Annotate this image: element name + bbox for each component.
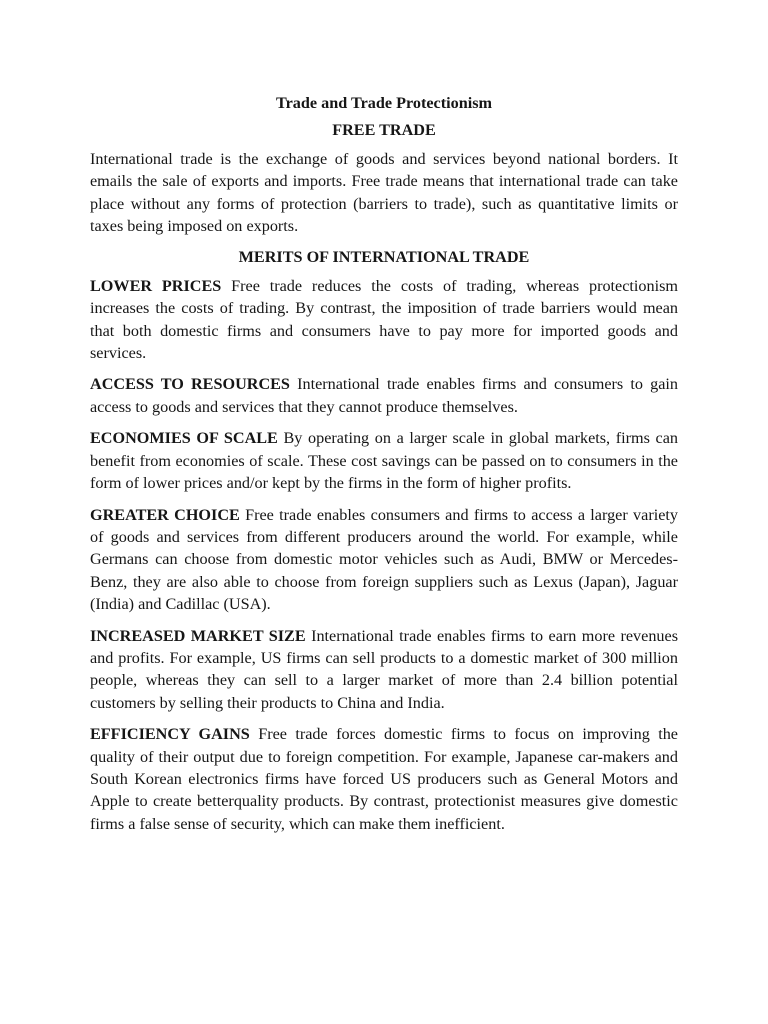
merit-text: Free trade enables consumers and firms to access a larger variety of goods and services from different producers around the world. For example, while Germans can choose from domestic motor vehicles such as Audi, BMW or Mercedes-Benz, they are also able to choose from foreign suppliers such as Lexus (Japan), Jaguar (India) and Cadillac (USA). [90,505,678,614]
merit-heading: LOWER PRICES [90,276,222,295]
merit-increased-market-size [90,625,678,715]
merit-heading: GREATER CHOICE [90,505,240,524]
merit-efficiency-gains [90,723,678,835]
merit-heading: ACCESS TO RESOURCES [90,375,290,394]
merit-text: By operating on a larger scale in global markets, firms can benefit from economies of scale. These cost savings can be passed on to consumers in the form of lower prices and/or kept by the firms in the form of higher profits. [90,429,679,493]
merit-lower-prices [90,275,678,365]
merit-text: Free trade reduces the costs of trading, whereas protectionism increases the costs of trading. By contrast, the imposition of trade barriers would mean that both domestic firms and consumers have to pay more for imported goods and services. [90,276,678,363]
intro-paragraph: International trade is the exchange of goods and services beyond national borders. It emails the sale of exports and imports. Free trade means that international trade can take place without any forms of protection (barriers to trade), such as quantitative limits or taxes being imposed on exports. [90,149,678,236]
document-title: Trade and Trade Protectionism [276,94,492,112]
merit-heading: ECONOMIES OF SCALE [90,429,278,448]
merit-access-to-resources [90,373,678,418]
merit-text: Free trade forces domestic firms to focus on improving the quality of their output due to foreign competition. For example, Japanese car-makers and South Korean electronics firms have forced US producers such as General Motors and Apple to create betterquality products. By contrast, protectionist measures give domestic firms a false sense of security, which can make them inefficient. [90,725,678,833]
merit-heading: INCREASED MARKET SIZE [90,626,306,645]
section-heading-free-trade: FREE TRADE [332,121,436,140]
merit-text: International trade enables firms to earn more revenues and profits. For example, US firms can sell products to a domestic market of 300 million people, whereas they can sell to a larger market of more than 2.4 billion potential customers by selling their products to China and India. [90,626,678,712]
document-page [90,92,678,844]
merit-heading: EFFICIENCY GAINS [90,725,250,744]
merit-greater-choice [90,504,678,616]
merit-economies-of-scale [90,427,678,494]
section-heading-merits: MERITS OF INTERNATIONAL TRADE [238,248,530,267]
merit-text: International trade enables firms and consumers to gain access to goods and services that they cannot produce themselves. [90,375,678,416]
